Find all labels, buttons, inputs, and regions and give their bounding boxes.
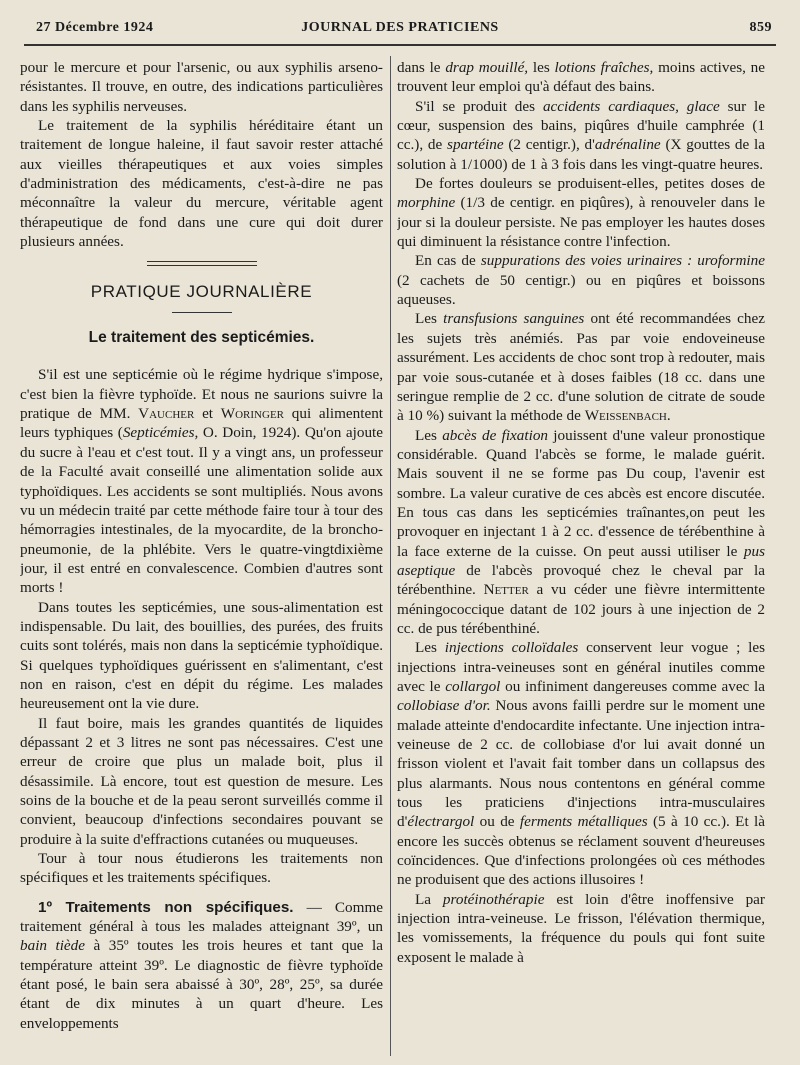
header-page-number: 859 [749,20,772,35]
article-title: Le traitement des septicémies. [88,329,315,347]
paragraph: Les injections colloïdales conservent leur vogue ; les injections intra-veineuses sont en général inutiles comme avec le collargol ou infiniment dangereuses comme avec la collobiase d'or. Nous avons failli perdre sur le moment une malade atteinte d'endocardite infectante. Une injection intra-veineuse de 2 cc. de collobiase d'or lui avait donné un frisson violent et l'avait fait tomber dans un collapsus des plus alarmants. Nous nous contentons en général comme tous les praticiens d'injections intra-musculaires d'électrargol ou de ferments métalliques (5 à 10 cc.). Et là encore les succès obtenus se réclament souvent d'heureuses coïncidences. Que d'infections prolongées où ces méthodes ne produisent que des actions illusoires ! [397,639,765,889]
column-divider [390,56,391,1056]
page-header [24,20,776,42]
right-column [397,58,765,967]
header-journal-title: JOURNAL DES PRATICIENS [301,20,499,35]
paragraph: Le traitement de la syphilis héréditaire étant un traitement de longue haleine, il faut savoir rester attaché aux vieilles thérapeutiques et aux voies simples d'administration des médicaments, c'est-à-dire ne pas méconnaître la valeur du mercure, véritable agent thérapeutique de fond dans une cure qui doit durer plusieurs années. [20,117,383,251]
header-rule [24,44,776,46]
paragraph: Il faut boire, mais les grandes quantités de liquides dépassant 2 et 3 litres ne sont pas nécessaires. C'est une erreur de croire que plus un malade boit, plus il désassimile. Là encore, tout est question de mesure. Les soins de la bouche et de la peau seront surveillés comme il convient, beaucoup d'infections secondaires pouvant se produire à la suite d'effractions cutanées ou muqueuses. [20,714,383,848]
paragraph: pour le mercure et pour l'arsenic, ou aux syphilis arseno-résistantes. Il trouve, en outre, des indications particulières dans les syphilis nerveuses. [20,59,383,115]
header-date: 27 Décembre 1924 [36,20,154,35]
paragraph: De fortes douleurs se produisent-elles, petites doses de morphine (1/3 de centigr. en piqûres), à renouveler dans le jour si la douleur persiste. Ne pas employer les hautes doses qui diminuent la résistance contre l'infection. [397,175,765,251]
subheading: 1º Traitements non spécifiques. [38,898,294,916]
paragraph: dans le drap mouillé, les lotions fraîches, moins actives, ne trouvent leur emploi qu'à défaut des bains. [397,59,765,96]
paragraph: En cas de suppurations des voies urinaires : uroformine (2 cachets de 50 centigr.) ou en piqûres et boissons aqueuses. [397,252,765,309]
section-ornament-rule [147,261,257,266]
paragraph: La protéinothérapie est loin d'être inoffensive par injection intra-veineuse. Le frisson, l'élévation thermique, les vomissements, la fréquence du pouls qui font suite exposent le malade à [397,890,765,966]
author-name: Vaucher [138,405,195,423]
paragraph: Dans toutes les septicémies, une sous-alimentation est indispensable. Du lait, des bouillies, des purées, des fruits cuits sont tolérés, mais non dans la septicémie typhoïdique. Si quelques typhoïdiques guérissent en s'alimentant, c'est non en raison, c'est en dépit du régime. Les malades heureusement ont la vie dure. [20,598,383,713]
paragraph: Tour à tour nous étudierons les traitements non spécifiques et les traitements spécifiques. [20,850,383,887]
paragraph: S'il est une septicémie où le régime hydrique s'impose, c'est bien la fièvre typhoïde. Et nous ne saurions suivre la pratique de MM. Vaucher et Woringer qui alimentent leurs typhiques (Septicémies, O. Doin, 1924). Qu'on ajoute du sucre à l'eau et c'est tout. Il y a vingt ans, un professeur de la Faculté avait conseillé une alimentation solide aux typhoïdiques. Les accidents se sont multipliés. Nous avons vu un médecin traité par cette méthode faire tour à tour des hémorragies intestinales, de la myocardite, de la broncho-pneumonie, de la phlébite. Vers le quatre-vingtdixième jour, il est entré en convalescence. Combien d'autres sont morts ! [20,366,383,597]
author-name: Weissenbach [584,407,667,425]
paragraph: S'il se produit des accidents cardiaques, glace sur le cœur, suspension des bains, piqûres d'huile camphrée (1 cc.), de spartéine (2 centigr.), d'adrénaline (X gouttes de la solution à 1/1000) de 1 à 3 fois dans les vingt-quatre heures. [397,97,765,173]
left-column [20,58,383,1033]
paragraph: Les abcès de fixation jouissent d'une valeur pronostique considérable. Quand l'abcès se forme, le malade guérit. Mais souvent il ne se forme pas Du coup, l'avenir est sombre. La valeur curative de ces abcès est encore discutée. En tous cas dans les septicémies traînantes,on peut les provoquer en injectant 1 à 2 cc. d'essence de térébenthine à la face externe de la cuisse. On peut aussi utiliser le pus aseptique de l'abcès provoqué chez le cheval par la térébenthine. Netter a vu céder une fièvre intermittente méningococcique datant de 102 jours à une injection de 2 cc. de pus térébenthiné. [397,426,765,637]
author-name: Woringer [220,405,285,423]
section-title: PRATIQUE JOURNALIÈRE [90,282,313,302]
paragraph: Les transfusions sanguines ont été recommandées chez les sujets très anémiés. Pas par voie endoveineuse assurément. Les accidents de choc sont trop à redouter, mais par voie sous-cutanée et à doses faibles (18 cc. dans une seringue remplie de 2 cc. d'une solution de citrate de soude à 10 %) suivant la méthode de Weissenbach. [397,310,765,425]
section-short-rule [172,312,232,313]
book-title: Septicémies, [122,424,199,442]
author-name: Netter [483,581,529,599]
paragraph: 1º Traitements non spécifiques. — Comme traitement général à tous les malades atteignant 39º, un bain tiède à 35º toutes les trois heures et tant que la température atteint 39º. Le diagnostic de fièvre typhoïde étant posé, le bain sera abaissé à 30º, 28º, 25º, sa durée étant de dix minutes à un quart d'heure. Les enveloppements [20,898,383,1032]
